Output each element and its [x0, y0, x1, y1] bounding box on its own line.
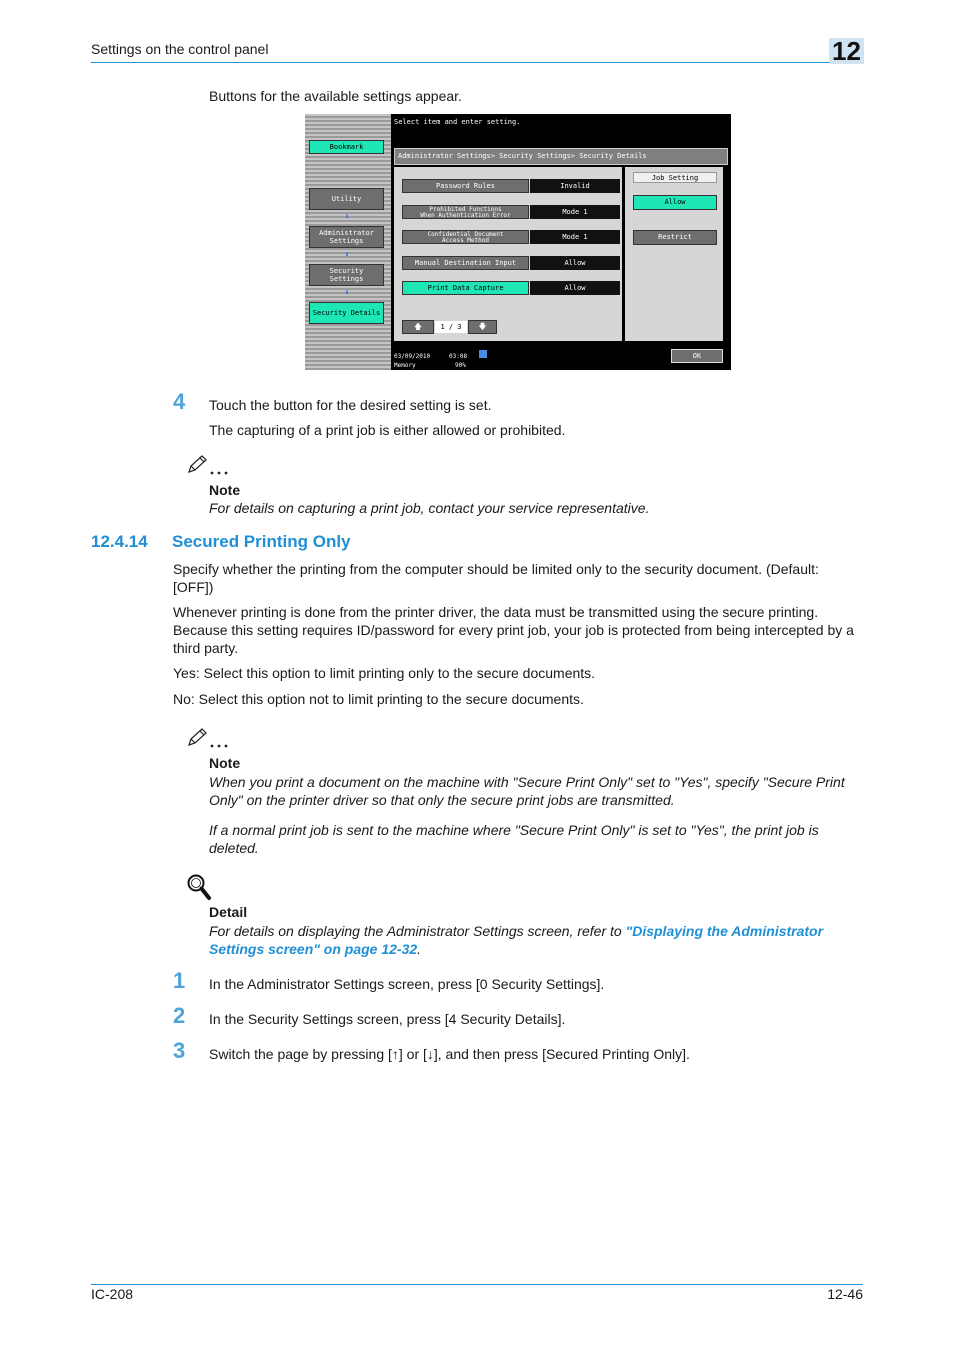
- step-subtext: The capturing of a print job is either allowed or prohibited.: [209, 422, 566, 438]
- prohibited-functions-value: Mode 1: [530, 205, 620, 219]
- down-arrow-icon: ⬇: [344, 212, 350, 221]
- page-down-button[interactable]: [468, 320, 497, 334]
- restrict-button[interactable]: Restrict: [633, 230, 717, 245]
- status-date: 03/09/2010: [394, 353, 431, 360]
- page-up-button[interactable]: [402, 320, 434, 334]
- page-indicator: 1 / 3: [435, 321, 467, 333]
- print-data-capture-button[interactable]: Print Data Capture: [402, 281, 529, 295]
- detail-label: Detail: [209, 904, 248, 920]
- manual-destination-input-button[interactable]: Manual Destination Input: [402, 256, 529, 270]
- detail-text: [209, 922, 863, 958]
- pencil-note-icon: [186, 454, 232, 476]
- password-rules-value: Invalid: [530, 179, 620, 193]
- prohibited-functions-button[interactable]: [402, 205, 529, 219]
- step-text: In the Security Settings screen, press [4 Security Details].: [209, 1011, 566, 1027]
- arrow-up-icon: 🡅: [413, 322, 423, 331]
- ok-button[interactable]: OK: [671, 349, 723, 363]
- confidential-document-button[interactable]: [402, 230, 529, 244]
- security-line-2: Settings: [329, 275, 364, 283]
- magnifier-icon: [186, 873, 212, 901]
- security-settings-button[interactable]: [309, 264, 384, 286]
- bookmark-button[interactable]: Bookmark: [309, 140, 384, 154]
- panel-sidebar: [305, 114, 391, 370]
- section-paragraph-4: No: Select this option not to limit printing to the secure documents.: [173, 691, 584, 707]
- control-panel-screenshot: [305, 114, 731, 370]
- admin-line-2: Settings: [329, 237, 364, 245]
- security-line-1: Security: [329, 267, 364, 275]
- step-text: Switch the page by pressing [↑] or [↓], and then press [Secured Printing Only].: [209, 1046, 690, 1062]
- step-text: In the Administrator Settings screen, press [0 Security Settings].: [209, 976, 605, 992]
- detail-text-after: .: [417, 941, 422, 957]
- detail-text-before: For details on displaying the Administrator Settings screen, refer to: [209, 923, 626, 939]
- status-time: 03:08: [449, 353, 468, 360]
- pencil-note-icon: [186, 727, 232, 749]
- footer-page-number: 12-46: [827, 1286, 863, 1302]
- prohibited-line-2: When Authentication Error: [420, 212, 511, 219]
- intro-text: Buttons for the available settings appear.: [209, 88, 462, 104]
- section-paragraph-2: Whenever printing is done from the printer driver, the data must be transmitted using the secure printing. Because this setting requires ID/password for every print job, your job is protected from being intercepted by a third party.: [173, 604, 854, 656]
- step-number: 1: [173, 968, 186, 993]
- settings-list-panel: [394, 167, 622, 341]
- password-rules-button[interactable]: Password Rules: [402, 179, 529, 193]
- job-setting-panel: [625, 167, 723, 341]
- manual-destination-input-value: Allow: [530, 256, 620, 270]
- note-label: Note: [209, 755, 241, 771]
- network-icon: [479, 350, 487, 358]
- down-arrow-icon: ⬇: [344, 250, 350, 259]
- step-number: 4: [173, 389, 186, 414]
- print-data-capture-value: Allow: [530, 281, 620, 295]
- panel-breadcrumb: Administrator Settings> Security Settings> Security Details: [394, 148, 728, 165]
- section-paragraph-3: Yes: Select this option to limit printing only to the secure documents.: [173, 665, 596, 681]
- step-text: Touch the button for the desired setting is set.: [209, 397, 492, 413]
- arrow-down-icon: 🡇: [478, 322, 487, 331]
- step-number: 2: [173, 1003, 186, 1028]
- confidential-document-value: Mode 1: [530, 230, 620, 244]
- footer-rule: [91, 1284, 863, 1285]
- note-text-1: When you print a document on the machine with "Secure Print Only" set to "Yes", specify "Secure Print Only" on the printer driver so that only the secure print jobs are transmitted.: [209, 774, 845, 808]
- security-details-button[interactable]: Security Details: [309, 302, 384, 324]
- chapter-number: 12: [832, 36, 861, 66]
- note-text: For details on capturing a print job, contact your service representative.: [209, 500, 650, 516]
- panel-message: Select item and enter setting.: [394, 118, 521, 126]
- confidential-line-2: Access Method: [442, 237, 489, 244]
- step-number: 3: [173, 1038, 186, 1063]
- footer-model: IC-208: [91, 1286, 134, 1302]
- utility-button[interactable]: Utility: [309, 188, 384, 210]
- prohibited-line-1: Prohibited Functions: [429, 206, 502, 213]
- note-label: Note: [209, 482, 241, 498]
- job-setting-title: Job Setting: [633, 172, 717, 183]
- status-memory-label: Memory: [394, 362, 416, 369]
- admin-line-1: Administrator: [319, 229, 374, 237]
- note-text-2: If a normal print job is sent to the machine where "Secure Print Only" is set to "Yes", the print job is deleted.: [209, 822, 819, 856]
- allow-button[interactable]: Allow: [633, 195, 717, 210]
- section-title: Secured Printing Only: [172, 532, 351, 551]
- section-number: 12.4.14: [91, 532, 148, 551]
- status-memory-value: 90%: [455, 362, 466, 369]
- administrator-settings-button[interactable]: [309, 226, 384, 248]
- running-header: Settings on the control panel: [91, 41, 269, 57]
- section-paragraph-1: Specify whether the printing from the computer should be limited only to the security document. (Default: [OFF]): [173, 561, 819, 595]
- section-heading: [91, 532, 351, 552]
- confidential-line-1: Confidential Document: [427, 231, 504, 238]
- down-arrow-icon: ⬇: [344, 288, 350, 297]
- admin-settings-link[interactable]: "Displaying the Administrator Settings screen" on page 12-32: [209, 923, 824, 957]
- header-rule: [91, 62, 863, 63]
